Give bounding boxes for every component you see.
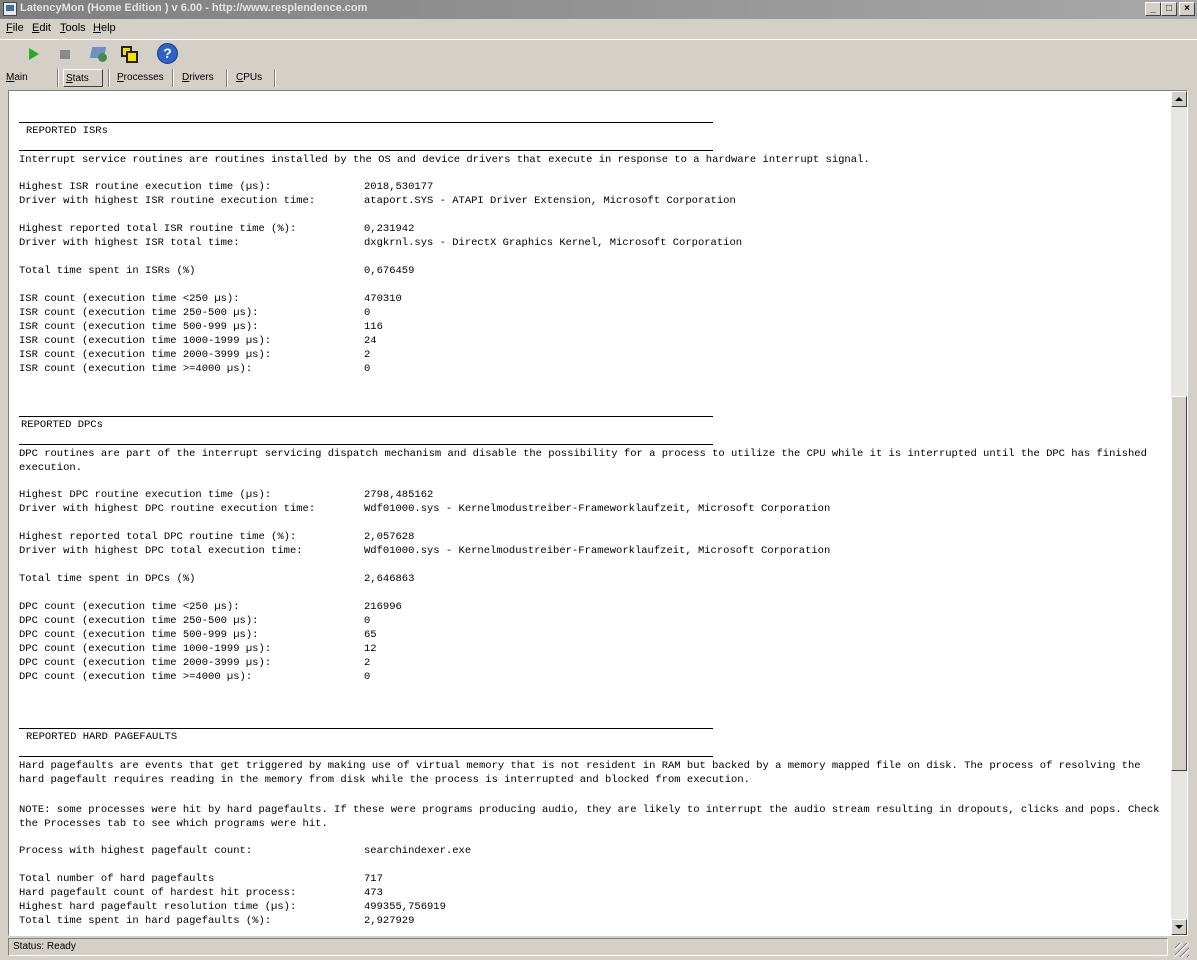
settings-icon[interactable]	[88, 43, 110, 65]
stat-value: 0	[364, 671, 371, 683]
toolbar	[0, 39, 1197, 67]
stat-label: DPC count (execution time 1000-1999 µs):	[19, 643, 272, 655]
section-divider	[19, 416, 713, 417]
tab-separator	[108, 69, 110, 87]
stat-label: Process with highest pagefault count:	[19, 845, 253, 857]
section-heading-dpc: REPORTED DPCs	[21, 419, 103, 431]
stats-panel[interactable]	[8, 90, 1188, 936]
menu-help[interactable]: Help	[93, 22, 116, 34]
stat-value: 2	[364, 349, 371, 361]
section-heading-isr: REPORTED ISRs	[26, 125, 108, 137]
stat-value: 116	[364, 321, 383, 333]
stat-value: 0,231942	[364, 223, 415, 235]
menu-edit[interactable]: Edit	[32, 22, 51, 34]
stat-value: 499355,756919	[364, 901, 446, 913]
tab-separator	[57, 69, 59, 87]
stat-label: DPC count (execution time >=4000 µs):	[19, 671, 253, 683]
help-icon[interactable]	[156, 43, 178, 65]
stat-value: Wdf01000.sys - Kernelmodustreiber-Frameworklaufzeit, Microsoft Corporation	[364, 503, 831, 515]
stat-label: Hard pagefault count of hardest hit process:	[19, 887, 297, 899]
section-heading-pagefaults: REPORTED HARD PAGEFAULTS	[26, 731, 178, 743]
menu-bar	[0, 19, 1197, 38]
stat-value: 0	[364, 363, 371, 375]
stat-value: ataport.SYS - ATAPI Driver Extension, Microsoft Corporation	[364, 195, 736, 207]
stat-label: ISR count (execution time 1000-1999 µs):	[19, 335, 272, 347]
tab-stats[interactable]: Stats	[63, 69, 103, 87]
tab-processes[interactable]: Processes	[117, 72, 164, 83]
section-divider	[19, 122, 713, 123]
stat-value: searchindexer.exe	[364, 845, 472, 857]
vertical-scrollbar[interactable]	[1171, 91, 1187, 935]
stat-value: 2798,485162	[364, 489, 434, 501]
stat-value: 12	[364, 643, 377, 655]
stat-label: Highest reported total DPC routine time (%):	[19, 531, 297, 543]
stat-label: Driver with highest DPC total execution time:	[19, 545, 303, 557]
tab-main[interactable]: Main	[6, 72, 28, 83]
stat-value: 0,676459	[364, 265, 415, 277]
stop-icon[interactable]	[54, 43, 76, 65]
section-divider	[19, 444, 713, 445]
section-divider	[19, 756, 713, 757]
tab-separator	[274, 69, 276, 87]
stat-value: 2018,530177	[364, 181, 434, 193]
stats-report	[9, 91, 1172, 935]
stat-value: Wdf01000.sys - Kernelmodustreiber-Frameworklaufzeit, Microsoft Corporation	[364, 545, 831, 557]
stat-value: 2,927929	[364, 915, 415, 927]
stat-value: 65	[364, 629, 377, 641]
scroll-thumb[interactable]	[1171, 396, 1187, 771]
stat-label: Highest reported total ISR routine time (%):	[19, 223, 297, 235]
stat-label: Total time spent in hard pagefaults (%):	[19, 915, 272, 927]
isr-description: Interrupt service routines are routines installed by the OS and device drivers that execute in response to a hardware interrupt signal.	[19, 154, 870, 166]
stat-label: DPC count (execution time 250-500 µs):	[19, 615, 259, 627]
tab-bar	[0, 67, 1197, 89]
stat-label: Driver with highest ISR routine execution time:	[19, 195, 316, 207]
stat-label: Highest DPC routine execution time (µs):	[19, 489, 272, 501]
stat-label: Total time spent in ISRs (%)	[19, 265, 196, 277]
tab-drivers[interactable]: Drivers	[182, 72, 214, 83]
stat-value: 0	[364, 615, 371, 627]
status-bar	[8, 938, 1189, 957]
window-title: LatencyMon (Home Edition ) v 6.00 - http://www.resplendence.com	[20, 2, 368, 14]
stat-label: Total time spent in DPCs (%)	[19, 573, 196, 585]
tab-cpus[interactable]: CPUs	[236, 72, 263, 83]
dpc-description: DPC routines are part of the interrupt servicing dispatch mechanism and disable the possibility for a process to utilize the CPU while it is interrupted until the DPC has finished execution.	[19, 448, 1147, 474]
stat-label: ISR count (execution time 250-500 µs):	[19, 307, 259, 319]
stat-label: Highest ISR routine execution time (µs):	[19, 181, 272, 193]
section-divider	[19, 728, 713, 729]
stat-value: 473	[364, 887, 383, 899]
stat-label: ISR count (execution time >=4000 µs):	[19, 363, 253, 375]
pagefaults-note: NOTE: some processes were hit by hard pagefaults. If these were programs producing audio, they are likely to interrupt the audio stream resulting in dropouts, clicks and pops. Check the Processes tab to see which programs were hit.	[19, 804, 1160, 830]
scroll-up-button[interactable]	[1171, 91, 1187, 107]
maximize-button[interactable]: □	[1161, 2, 1177, 16]
stat-label: DPC count (execution time 500-999 µs):	[19, 629, 259, 641]
resize-grip-icon[interactable]	[1175, 943, 1189, 957]
app-icon[interactable]	[3, 2, 17, 16]
menu-file[interactable]: File	[6, 22, 24, 34]
scroll-down-button[interactable]	[1171, 919, 1187, 935]
stat-value: 2,057628	[364, 531, 415, 543]
stat-label: Driver with highest ISR total time:	[19, 237, 240, 249]
menu-tools[interactable]: Tools	[60, 22, 86, 34]
stat-value: 216996	[364, 601, 402, 613]
stat-label: Driver with highest DPC routine execution time:	[19, 503, 316, 515]
stat-label: DPC count (execution time 2000-3999 µs):	[19, 657, 272, 669]
stat-label: DPC count (execution time <250 µs):	[19, 601, 240, 613]
stat-value: 470310	[364, 293, 402, 305]
stat-value: dxgkrnl.sys - DirectX Graphics Kernel, Microsoft Corporation	[364, 237, 743, 249]
tab-separator	[172, 69, 174, 87]
stat-label: ISR count (execution time 2000-3999 µs):	[19, 349, 272, 361]
tab-separator	[226, 69, 228, 87]
minimize-button[interactable]: _	[1145, 2, 1161, 16]
stat-value: 2	[364, 657, 371, 669]
start-icon[interactable]	[22, 43, 44, 65]
stat-value: 2,646863	[364, 573, 415, 585]
stat-label: ISR count (execution time <250 µs):	[19, 293, 240, 305]
section-divider	[19, 150, 713, 151]
stat-value: 717	[364, 873, 383, 885]
stat-value: 0	[364, 307, 371, 319]
title-bar	[0, 0, 1197, 19]
pagefaults-description: Hard pagefaults are events that get triggered by making use of virtual memory that is not resident in RAM but backed by a memory mapped file on disk. The process of resolving the hard pagefault requires reading in the memory from disk while the process is interrupted and blocked from execution.	[19, 760, 1141, 786]
close-button[interactable]: ×	[1179, 2, 1195, 16]
stat-label: ISR count (execution time 500-999 µs):	[19, 321, 259, 333]
windows-icon[interactable]	[118, 43, 140, 65]
status-text: Status: Ready	[8, 938, 1168, 956]
stat-value: 24	[364, 335, 377, 347]
stat-label: Highest hard pagefault resolution time (µs):	[19, 901, 297, 913]
stat-label: Total number of hard pagefaults	[19, 873, 215, 885]
